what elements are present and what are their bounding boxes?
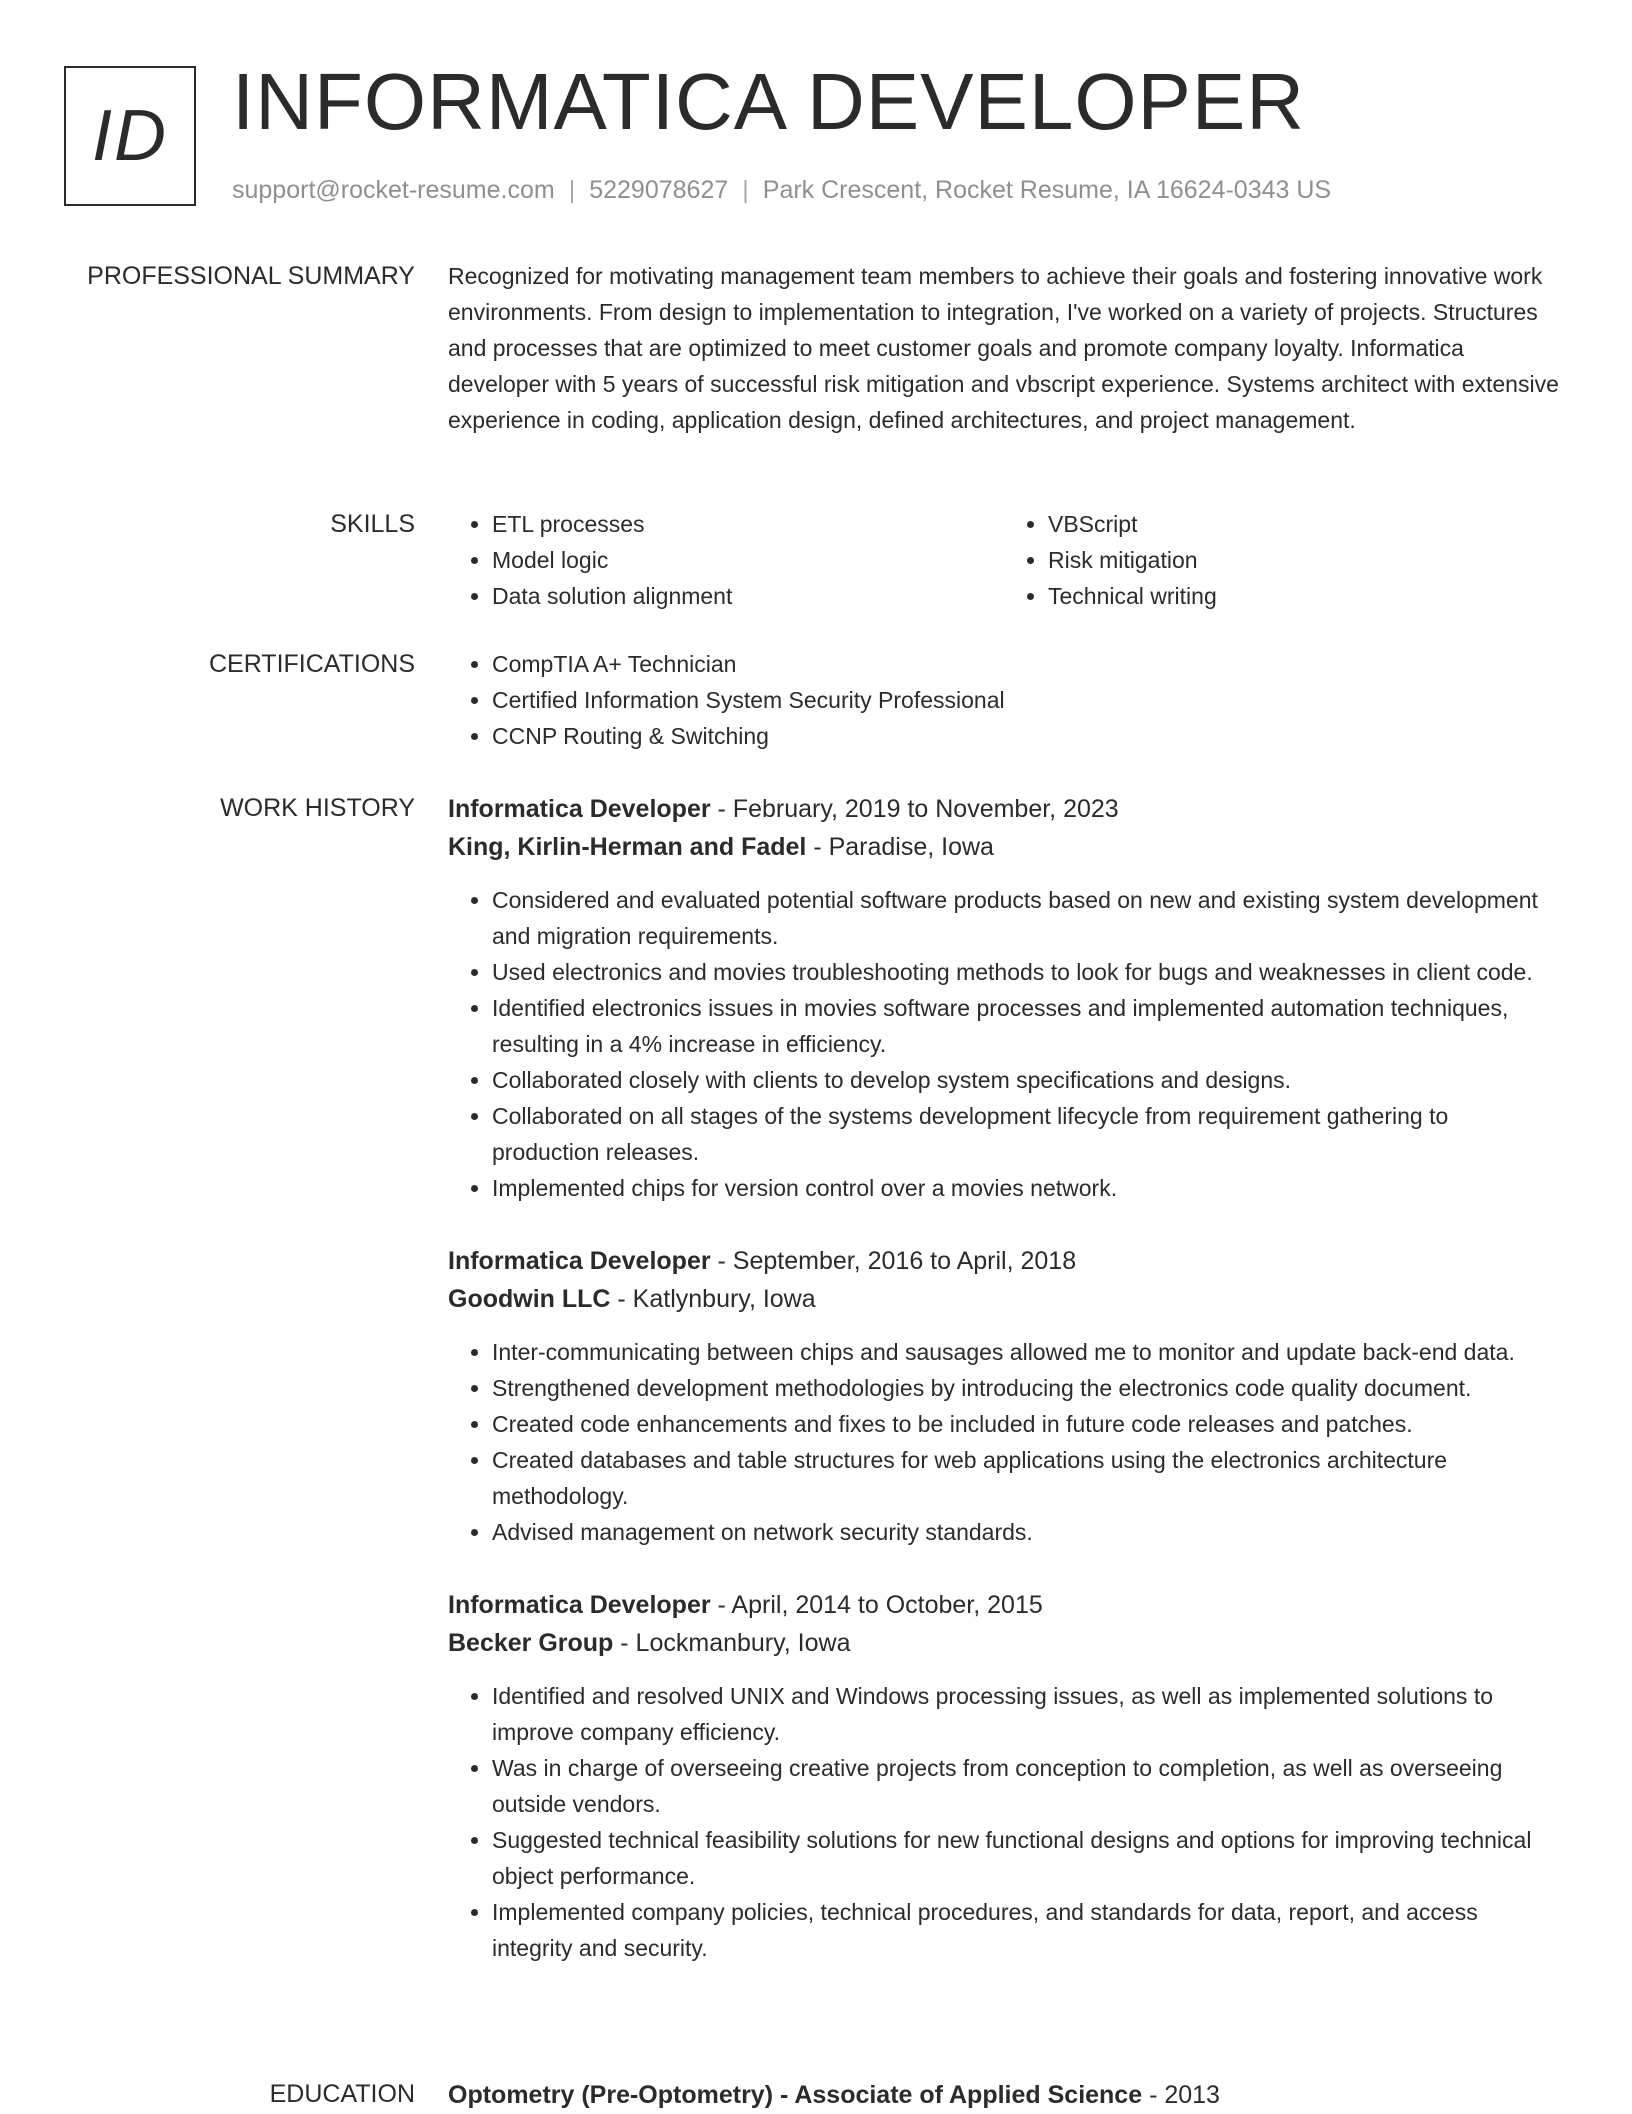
skill-item: • Risk mitigation bbox=[1048, 542, 1560, 578]
certification-item: • CCNP Routing & Switching bbox=[492, 718, 1560, 754]
job-bullet: • Advised management on network security standards. bbox=[492, 1514, 1560, 1550]
job-bullets bbox=[448, 1334, 1560, 1550]
job-company: Becker Group bbox=[448, 1629, 614, 1657]
monogram-text: ID bbox=[92, 96, 168, 176]
job-bullets bbox=[448, 1678, 1560, 1966]
job-title: Informatica Developer bbox=[448, 1247, 711, 1275]
job-location: - Paradise, Iowa bbox=[806, 833, 994, 861]
job-title: Informatica Developer bbox=[448, 1591, 711, 1619]
education-heading: EDUCATION bbox=[269, 2080, 415, 2108]
job-company-line bbox=[448, 828, 1560, 866]
skill-item: • VBScript bbox=[1048, 506, 1560, 542]
job-bullet: • Used electronics and movies troubleshooting methods to look for bugs and weaknesses in client code. bbox=[492, 954, 1560, 990]
certifications-list bbox=[448, 646, 1560, 754]
contact-phone[interactable]: 5229078627 bbox=[589, 176, 729, 204]
summary-text: Recognized for motivating management team members to achieve their goals and fostering innovative work environments. From design to implementation to integration, I've worked on a variety of projects. Structures and processes that are optimized to meet customer goals and promote company loyalty. Informatica developer with 5 years of successful risk mitigation and vbscript experience. Systems architect with extensive experience in coding, application design, defined architectures, and project management. bbox=[448, 263, 1559, 433]
job-bullet: • Identified and resolved UNIX and Windows processing issues, as well as implemented solutions to improve company efficiency. bbox=[492, 1678, 1560, 1750]
job-title-line bbox=[448, 1586, 1560, 1624]
contact-line bbox=[232, 174, 1331, 206]
education-year: - 2013 bbox=[1142, 2081, 1220, 2109]
job-company: King, Kirlin-Herman and Fadel bbox=[448, 833, 807, 861]
contact-separator: | bbox=[742, 176, 749, 204]
job-bullet: • Collaborated on all stages of the systems development lifecycle from requirement gathering to production releases. bbox=[492, 1098, 1560, 1170]
job-title-line bbox=[448, 790, 1560, 828]
job-bullet: • Identified electronics issues in movies software processes and implemented automation techniques, resulting in a 4% increase in efficiency. bbox=[492, 990, 1560, 1062]
contact-address: Park Crescent, Rocket Resume, IA 16624-0343 US bbox=[762, 176, 1332, 204]
monogram-logo bbox=[64, 66, 196, 206]
skill-item: • Data solution alignment bbox=[492, 578, 1004, 614]
job-dates: - April, 2014 to October, 2015 bbox=[710, 1591, 1043, 1619]
job-location: - Lockmanbury, Iowa bbox=[613, 1629, 851, 1657]
job-entry bbox=[448, 1586, 1560, 1966]
education-line bbox=[448, 2076, 1560, 2114]
work-history-body bbox=[448, 790, 1560, 2002]
certifications-heading: CERTIFICATIONS bbox=[208, 650, 415, 678]
job-bullet: • Was in charge of overseeing creative projects from conception to completion, as well as overseeing outside vendors. bbox=[492, 1750, 1560, 1822]
certifications-body bbox=[448, 646, 1560, 754]
job-location: - Katlynbury, Iowa bbox=[610, 1285, 816, 1313]
summary-heading: PROFESSIONAL SUMMARY bbox=[87, 262, 415, 290]
skills-grid bbox=[448, 506, 1560, 614]
skills-body bbox=[448, 506, 1560, 614]
job-bullet: • Created databases and table structures for web applications using the electronics architecture methodology. bbox=[492, 1442, 1560, 1514]
job-dates: - September, 2016 to April, 2018 bbox=[710, 1247, 1077, 1275]
education-degree: Optometry (Pre-Optometry) - Associate of Applied Science bbox=[448, 2081, 1143, 2109]
job-bullet: • Strengthened development methodologies by introducing the electronics code quality document. bbox=[492, 1370, 1560, 1406]
certification-item: • CompTIA A+ Technician bbox=[492, 646, 1560, 682]
skill-item: • ETL processes bbox=[492, 506, 1004, 542]
job-entry bbox=[448, 790, 1560, 1206]
job-bullet: • Considered and evaluated potential software products based on new and existing system development and migration requirements. bbox=[492, 882, 1560, 954]
job-bullets bbox=[448, 882, 1560, 1206]
job-title: Informatica Developer bbox=[448, 795, 711, 823]
work-history-heading: WORK HISTORY bbox=[220, 794, 415, 822]
page-title: INFORMATICA DEVELOPER bbox=[232, 57, 1306, 146]
job-bullet: • Inter-communicating between chips and sausages allowed me to monitor and update back-end data. bbox=[492, 1334, 1560, 1370]
job-bullet: • Implemented company policies, technical procedures, and standards for data, report, and access integrity and security. bbox=[492, 1894, 1560, 1966]
job-title-line bbox=[448, 1242, 1560, 1280]
skills-list-right bbox=[1004, 506, 1560, 614]
skills-heading: SKILLS bbox=[330, 510, 415, 538]
education-body bbox=[448, 2076, 1560, 2114]
contact-email[interactable]: support@rocket-resume.com bbox=[232, 176, 555, 204]
job-bullet: • Collaborated closely with clients to develop system specifications and designs. bbox=[492, 1062, 1560, 1098]
job-company: Goodwin LLC bbox=[448, 1285, 611, 1313]
job-bullet: • Implemented chips for version control over a movies network. bbox=[492, 1170, 1560, 1206]
job-entry bbox=[448, 1242, 1560, 1550]
skill-item: • Technical writing bbox=[1048, 578, 1560, 614]
job-company-line bbox=[448, 1280, 1560, 1318]
contact-separator: | bbox=[568, 176, 576, 204]
summary-body bbox=[448, 258, 1560, 438]
certification-item: • Certified Information System Security Professional bbox=[492, 682, 1560, 718]
job-bullet: • Suggested technical feasibility solutions for new functional designs and options for improving technical object performance. bbox=[492, 1822, 1560, 1894]
job-company-line bbox=[448, 1624, 1560, 1662]
job-dates: - February, 2019 to November, 2023 bbox=[710, 795, 1119, 823]
skills-list-left bbox=[448, 506, 1004, 614]
job-bullet: • Created code enhancements and fixes to be included in future code releases and patches. bbox=[492, 1406, 1560, 1442]
skill-item: • Model logic bbox=[492, 542, 1004, 578]
